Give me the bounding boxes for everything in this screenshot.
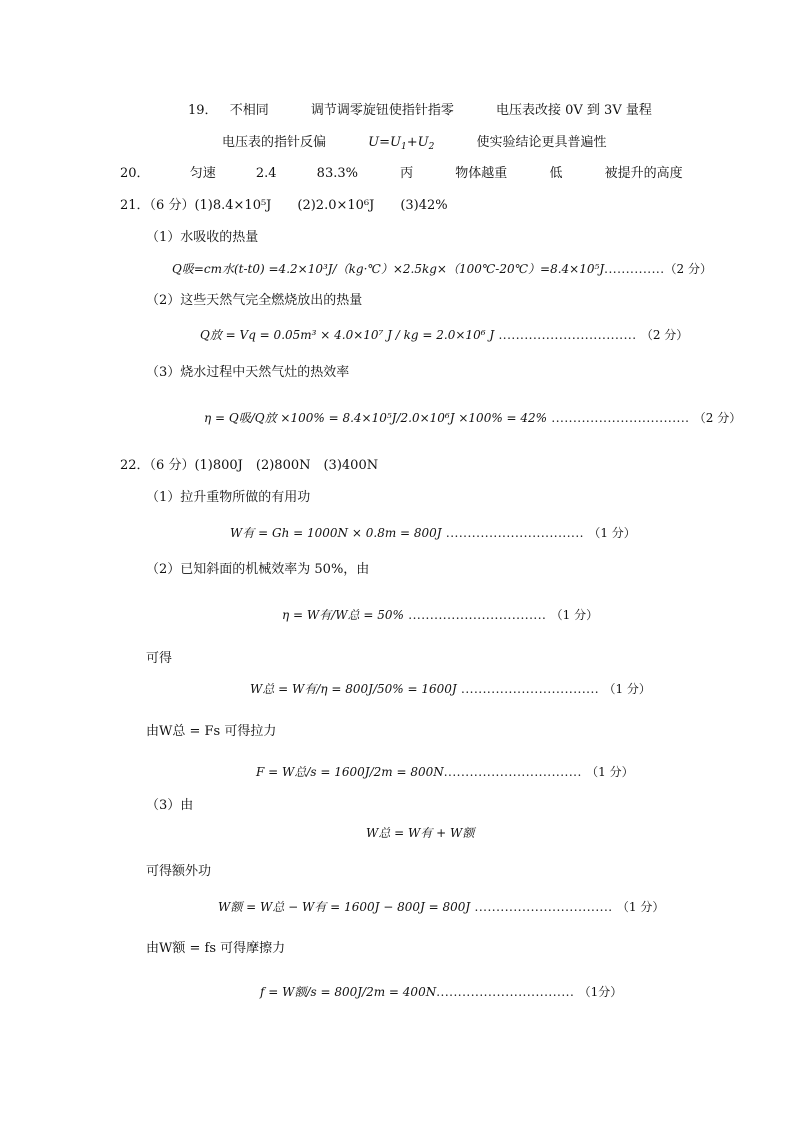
- q22-step2b-score: （1 分）: [603, 682, 651, 696]
- q22-step2-score: （1 分）: [550, 608, 599, 622]
- q19-line2: [222, 134, 606, 156]
- q22-step1-title: （1）拉升重物所做的有用功: [146, 490, 311, 505]
- q19-answer-2: 调节调零旋钮使指针指零: [310, 103, 454, 118]
- q19-answer-3: 电压表改接 0V 到 3V 量程: [496, 103, 652, 118]
- q19-number: 19．: [188, 103, 218, 118]
- q22-by-fs-2: 由W额 = fs 可得摩擦力: [146, 941, 286, 956]
- q22-step2b-formula: W总 = W有/η = 800J/50% = 1600J ................................ （1 分）: [250, 682, 651, 696]
- q22-step3-formula: W总 = W有 + W额: [366, 826, 475, 840]
- q21-header: 21．（6 分）(1)8.4×10⁵J (2)2.0×10⁶J (3)42%: [120, 198, 448, 213]
- q21-step2-title: （2）这些天然气完全燃烧放出的热量: [146, 293, 363, 308]
- q22-step2-formula: η = W有/W总 = 50% ................................ （1 分）: [282, 608, 599, 622]
- q22-step2c-score: （1 分）: [586, 765, 634, 779]
- q22-header: 22．（6 分）(1)800J (2)800N (3)400N: [120, 458, 379, 473]
- q21-step3-title: （3）烧水过程中天然气灶的热效率: [146, 365, 350, 380]
- q22-by-fs: 由W总 = Fs 可得拉力: [146, 724, 277, 739]
- q22-step1-formula: W有 = Gh = 1000N × 0.8m = 800J ................................ （1 分）: [230, 526, 636, 540]
- q22-step3b-score: （1 分）: [616, 900, 665, 914]
- q21-step1-title: （1）水吸收的热量: [146, 230, 259, 245]
- q22-step3-title: （3）由: [146, 798, 194, 813]
- q21-step3-formula: η = Q吸/Q放 ×100% = 8.4×10⁵J/2.0×10⁶J ×100% = 42% ................................ （2 分）: [204, 411, 742, 425]
- q20-answer-7: 被提升的高度: [604, 166, 683, 181]
- q22-step3b-formula: W额 = W总 − W有 = 1600J − 800J = 800J ................................ （1 分）: [218, 900, 665, 914]
- q19-answer-6: 使实验结论更具普遍性: [476, 135, 607, 150]
- q21-step2-score: （2 分）: [640, 328, 689, 342]
- q20-answer-6: 低: [549, 166, 563, 181]
- q20-answer-1: 匀速: [189, 166, 216, 181]
- q21-step3-score: （2 分）: [693, 411, 742, 425]
- q22-kede-2: 可得额外功: [146, 864, 212, 879]
- q19-answer-5: $U=U_1+U_2$: [368, 135, 435, 152]
- q22-kede-1: 可得: [146, 651, 173, 666]
- q20-answer-4: 丙: [400, 166, 414, 181]
- q22-step2-title: （2）已知斜面的机械效率为 50%，由: [146, 562, 370, 577]
- q19-line1: [188, 102, 652, 120]
- q21-step1-formula: Q吸=cm水(t-t0) =4.2×10³J/（kg·℃）×2.5kg×（100℃-20℃）=8.4×10⁵J..............（2 分）: [172, 262, 712, 276]
- q19-answer-4: 电压表的指针反偏: [222, 135, 327, 150]
- q22-step3c-formula: f = W额/s = 800J/2m = 400N................................ （1分）: [260, 985, 623, 999]
- q20-answer-2: 2.4: [255, 166, 277, 181]
- q20-number: 20．: [120, 166, 150, 181]
- q21-step1-score: （2 分）: [664, 262, 712, 276]
- q22-step3c-score: （1分）: [578, 985, 623, 999]
- q19-answer-1: 不相同: [229, 103, 269, 118]
- q21-step2-formula: Q放 = Vq = 0.05m³ × 4.0×10⁷ J / kg = 2.0×10⁶ J ................................ （2 分）: [200, 328, 689, 342]
- q20-answer-3: 83.3%: [316, 166, 358, 181]
- q22-step2c-formula: F = W总/s = 1600J/2m = 800N................................ （1 分）: [256, 765, 634, 779]
- q20-line: [120, 165, 683, 183]
- q22-step1-score: （1 分）: [588, 526, 636, 540]
- q20-answer-5: 物体越重: [455, 166, 508, 181]
